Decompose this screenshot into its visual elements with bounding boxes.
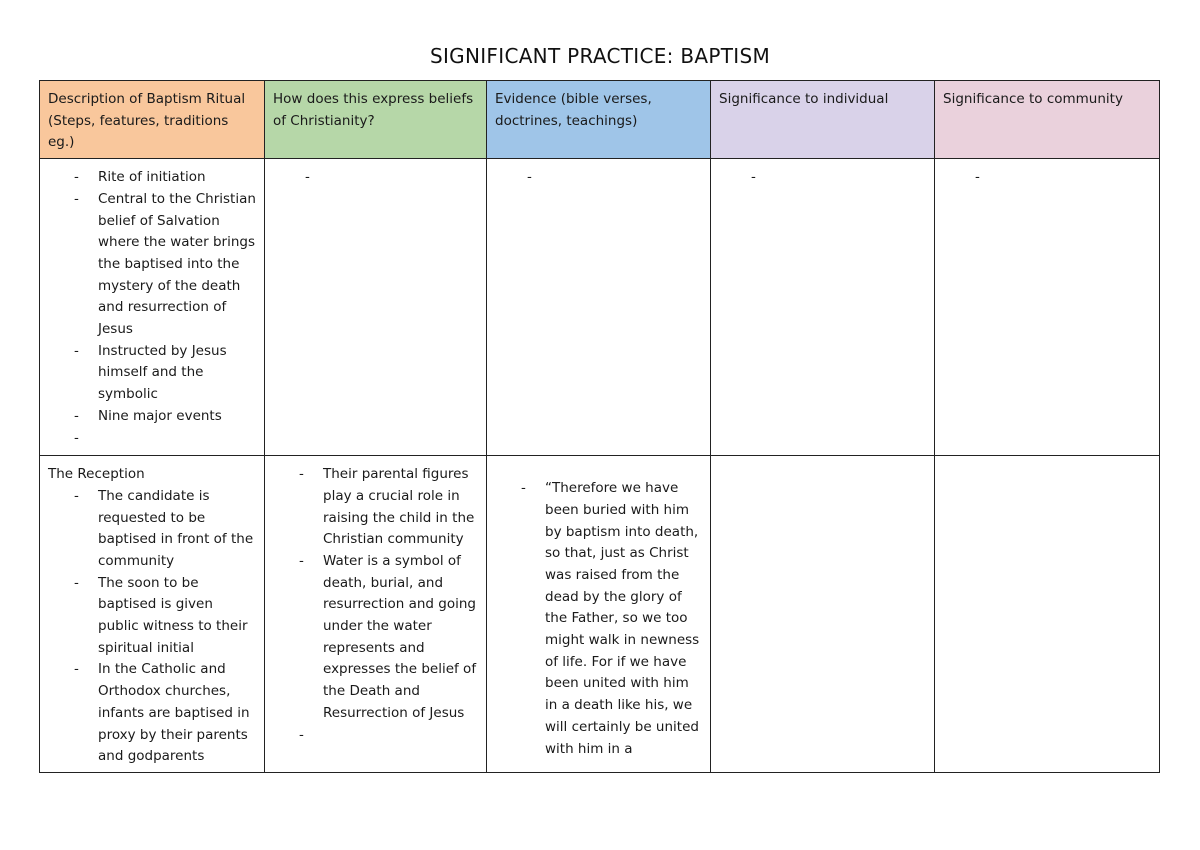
cell-description[interactable] xyxy=(40,456,265,773)
header-beliefs: How does this express beliefs of Christianity? xyxy=(265,81,487,159)
list-item: - Rite of initiation xyxy=(48,167,256,189)
bullet-list xyxy=(48,167,256,449)
list-item: - The soon to be baptised is given public witness to their spiritual initial xyxy=(48,573,256,660)
bullet-list xyxy=(48,486,256,768)
header-row xyxy=(40,81,1160,159)
header-evidence: Evidence (bible verses, doctrines, teachings) xyxy=(487,81,711,159)
list-item: - Nine major events xyxy=(48,406,256,428)
table-row xyxy=(40,456,1160,773)
list-item: - “Therefore we have been buried with him by baptism into death, so that, just as Christ was raised from the dead by the glory of the Father, so we too might walk in newness of life. For if we have been united with him in a death like his, we will certainly be united with him in a xyxy=(495,478,702,760)
table-row xyxy=(40,159,1160,456)
list-item: - Instructed by Jesus himself and the symbolic xyxy=(48,341,256,406)
list-item: - The candidate is requested to be baptised in front of the community xyxy=(48,486,256,573)
cell-community[interactable] xyxy=(935,159,1160,456)
list-item: - Central to the Christian belief of Salvation where the water brings the baptised into the mystery of the death and resurrection of Jesus xyxy=(48,189,256,341)
bullet-list xyxy=(273,464,478,746)
list-item: - Their parental figures play a crucial role in raising the child in the Christian community xyxy=(273,464,478,551)
list-item xyxy=(48,428,256,450)
dash-text: - xyxy=(751,169,756,186)
dash-text: - xyxy=(527,169,532,186)
cell-description[interactable] xyxy=(40,159,265,456)
cell-evidence[interactable] xyxy=(487,456,711,773)
dash-text: - xyxy=(975,169,980,186)
bullet-list xyxy=(495,478,702,760)
cell-evidence[interactable] xyxy=(487,159,711,456)
list-item xyxy=(273,725,478,747)
cell-community[interactable] xyxy=(935,456,1160,773)
list-item: - In the Catholic and Orthodox churches, infants are baptised in proxy by their parents and godparents xyxy=(48,659,256,768)
cell-individual[interactable] xyxy=(711,456,935,773)
list-item: - Water is a symbol of death, burial, and resurrection and going under the water represents and expresses the belief of the Death and Resurrection of Jesus xyxy=(273,551,478,725)
page-title: SIGNIFICANT PRACTICE: BAPTISM xyxy=(429,44,771,68)
cell-beliefs[interactable] xyxy=(265,159,487,456)
dash-text: - xyxy=(305,169,310,186)
header-individual: Significance to individual xyxy=(711,81,935,159)
cell-individual[interactable] xyxy=(711,159,935,456)
row-heading: The Reception xyxy=(48,466,145,483)
header-description: Description of Baptism Ritual (Steps, features, traditions eg.) xyxy=(40,81,265,159)
baptism-table xyxy=(39,80,1160,773)
cell-beliefs[interactable] xyxy=(265,456,487,773)
header-community: Significance to community xyxy=(935,81,1160,159)
